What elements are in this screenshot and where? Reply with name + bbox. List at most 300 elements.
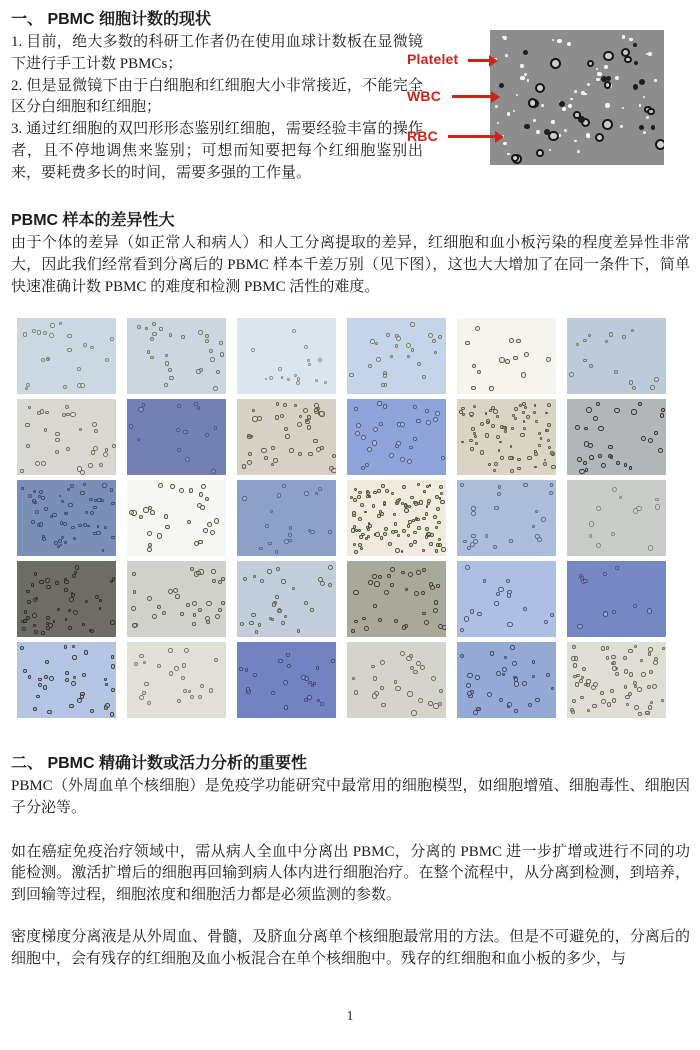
page-number: 1 xyxy=(346,1008,354,1023)
cell-dot xyxy=(390,355,393,358)
cell-dot xyxy=(655,498,659,502)
cell-dot xyxy=(137,325,141,329)
micrograph-image xyxy=(490,30,664,165)
platelet-dot xyxy=(524,73,527,76)
cell-dot xyxy=(489,409,492,412)
cell-dot xyxy=(203,528,208,533)
cell-dot xyxy=(71,681,76,686)
cell-dot xyxy=(33,501,36,504)
cell-dot xyxy=(308,363,312,367)
cell-dot xyxy=(522,681,527,686)
cell-dot xyxy=(499,698,503,702)
wbc-ring-dot xyxy=(587,60,594,67)
cell-dot xyxy=(289,526,292,529)
cell-dot xyxy=(407,459,412,464)
cell-dot xyxy=(396,336,401,341)
cell-dot xyxy=(104,526,107,529)
cell-dot xyxy=(660,413,665,418)
cell-dot xyxy=(653,660,658,665)
cell-dot xyxy=(28,675,31,678)
cell-dot xyxy=(591,685,596,690)
platelet-dot xyxy=(643,131,646,134)
section-sample-variability xyxy=(11,210,690,298)
sample-image-r3c2 xyxy=(127,480,226,556)
cell-dot xyxy=(157,533,162,538)
cell-dot xyxy=(37,411,41,415)
cell-dot xyxy=(606,656,609,659)
cell-dot xyxy=(615,566,619,570)
cell-dot xyxy=(50,515,53,518)
cell-dot xyxy=(405,588,409,592)
cell-dot xyxy=(44,675,48,679)
cell-dot xyxy=(307,359,310,362)
cell-dot xyxy=(219,341,222,344)
cell-dot xyxy=(162,611,166,615)
platelet-dot xyxy=(604,65,608,69)
cell-dot xyxy=(102,483,106,487)
cell-dot xyxy=(441,456,445,460)
cell-dot xyxy=(55,450,59,454)
cell-dot xyxy=(462,413,465,416)
cell-dot xyxy=(610,455,614,459)
cell-dot xyxy=(577,624,582,629)
cell-dot xyxy=(47,710,51,714)
cell-dot xyxy=(275,550,278,553)
cell-dot xyxy=(88,463,93,468)
cell-dot xyxy=(269,376,273,380)
sample-image-r3c3 xyxy=(237,480,336,556)
cell-dot xyxy=(638,712,642,716)
platelet-dot xyxy=(654,79,656,81)
cell-dot xyxy=(41,496,44,499)
cell-dot xyxy=(507,702,512,707)
cell-dot xyxy=(648,647,653,652)
cell-dot xyxy=(395,501,399,505)
cell-dot xyxy=(373,427,378,432)
cell-dot xyxy=(45,660,49,664)
cell-dot xyxy=(62,413,66,417)
platelet-dot xyxy=(629,38,633,42)
cell-dot xyxy=(138,407,143,412)
cell-dot xyxy=(368,364,372,368)
cell-dot xyxy=(100,499,103,502)
cell-dot xyxy=(35,461,40,466)
platelet-dot xyxy=(520,76,524,80)
cell-dot xyxy=(212,579,216,583)
cell-dot xyxy=(394,680,398,684)
cell-dot xyxy=(373,604,377,608)
cell-dot xyxy=(538,432,541,435)
cell-dot xyxy=(485,412,488,415)
cell-dot xyxy=(20,469,23,472)
cell-dot xyxy=(37,330,42,335)
cell-dot xyxy=(647,608,652,613)
cell-dot xyxy=(143,661,146,664)
cell-dot xyxy=(626,703,629,706)
cell-dot xyxy=(33,490,36,493)
cell-dot xyxy=(420,665,425,670)
cell-dot xyxy=(60,544,63,547)
cell-dot xyxy=(543,462,547,466)
cell-dot xyxy=(210,357,215,362)
cell-dot xyxy=(72,645,75,648)
cell-dot xyxy=(69,597,74,602)
cell-dot xyxy=(73,537,76,540)
cell-dot xyxy=(80,692,84,696)
cell-dot xyxy=(111,664,116,669)
cell-dot xyxy=(544,620,549,625)
cell-dot xyxy=(85,511,89,515)
cell-dot xyxy=(569,372,574,377)
cell-dot xyxy=(421,591,425,595)
cell-dot xyxy=(43,685,47,689)
cell-dot xyxy=(177,404,181,408)
cell-dot xyxy=(265,524,269,528)
cell-dot xyxy=(504,430,508,434)
cell-dot xyxy=(65,618,68,621)
cell-dot xyxy=(658,448,663,453)
cell-dot xyxy=(285,434,289,438)
cell-dot xyxy=(284,705,288,709)
cell-dot xyxy=(588,443,593,448)
cell-dot xyxy=(523,420,526,423)
cell-dot xyxy=(82,673,86,677)
cell-dot xyxy=(633,508,639,514)
cell-dot xyxy=(545,412,548,415)
cell-dot xyxy=(499,357,504,362)
cell-dot xyxy=(465,565,470,570)
platelet-dot xyxy=(574,90,577,93)
cell-dot xyxy=(379,422,383,426)
cell-dot xyxy=(152,614,157,619)
cell-dot xyxy=(328,583,332,587)
cell-dot xyxy=(486,421,489,424)
cell-dot xyxy=(289,448,294,453)
cell-dot xyxy=(55,581,59,585)
cell-dot xyxy=(353,525,357,529)
cell-dot xyxy=(213,386,218,391)
cell-dot xyxy=(402,529,406,533)
platelet-dot xyxy=(541,104,544,107)
platelet-dot xyxy=(620,125,623,128)
cell-dot xyxy=(144,682,149,687)
cell-dot xyxy=(304,345,308,349)
cell-dot xyxy=(169,333,173,337)
cell-dot xyxy=(72,574,76,578)
cell-dot xyxy=(589,521,595,527)
cell-dot xyxy=(631,329,634,332)
sample-image-r3c4 xyxy=(347,480,446,556)
sample-image-r4c6 xyxy=(567,561,666,637)
cell-dot xyxy=(471,506,476,511)
cell-dot xyxy=(157,605,161,609)
cell-dot xyxy=(239,667,243,671)
cell-dot xyxy=(459,410,463,414)
sample-image-r2c3 xyxy=(237,399,336,475)
cell-dot xyxy=(139,654,143,658)
cell-dot xyxy=(572,699,576,703)
cell-dot xyxy=(372,693,377,698)
cell-dot xyxy=(248,452,252,456)
wbc-label: WBC xyxy=(407,88,442,104)
cell-dot xyxy=(142,691,145,694)
cell-dot xyxy=(68,503,72,507)
cell-dot xyxy=(41,631,45,635)
platelet-dot xyxy=(597,72,601,76)
cell-dot xyxy=(310,530,315,535)
cell-dot xyxy=(523,607,527,611)
platelet-dot xyxy=(568,104,572,108)
section1-item-3: 3. 通过红细胞的双凹形形态鉴别红细胞，需要经验丰富的操作者，且不停地调焦来鉴别；可想而知要把每个红细胞鉴别出来，要耗费多长的时间，需要多强的工作量。 xyxy=(11,121,423,181)
sample-image-r2c5 xyxy=(457,399,556,475)
sample-image-r5c5 xyxy=(457,642,556,718)
cell-dot xyxy=(471,386,476,391)
cell-dot xyxy=(460,654,464,658)
cell-dot xyxy=(509,539,513,543)
cell-dot xyxy=(99,607,102,610)
cell-dot xyxy=(49,333,54,338)
cell-dot xyxy=(641,436,646,441)
cell-dot xyxy=(193,613,197,617)
cell-dot xyxy=(509,338,514,343)
cell-dot xyxy=(261,448,266,453)
cell-dot xyxy=(79,428,83,432)
cell-dot xyxy=(532,675,536,679)
cell-dot xyxy=(214,658,218,662)
cell-dot xyxy=(137,438,141,442)
cell-dot xyxy=(198,540,203,545)
cell-dot xyxy=(283,680,288,685)
cell-dot xyxy=(199,492,203,496)
cell-dot xyxy=(485,534,488,537)
platelet-dot xyxy=(605,103,609,107)
cell-dot xyxy=(89,498,93,502)
cell-dot xyxy=(598,454,602,458)
cell-dot xyxy=(381,703,386,708)
cell-dot xyxy=(410,322,415,327)
cell-dot xyxy=(407,355,410,358)
cell-dot xyxy=(278,659,282,663)
cell-dot xyxy=(422,549,425,552)
cell-dot xyxy=(387,574,391,578)
cell-dot xyxy=(214,426,218,430)
cell-dot xyxy=(514,417,517,420)
cell-dot xyxy=(409,446,413,450)
cell-dot xyxy=(546,673,550,677)
sample-image-r2c6 xyxy=(567,399,666,475)
cell-dot xyxy=(331,659,335,663)
cell-dot xyxy=(372,574,377,579)
cell-dot xyxy=(598,426,604,432)
cell-dot xyxy=(354,550,358,554)
cell-dot xyxy=(22,627,26,631)
cell-dot xyxy=(498,485,502,489)
sample-image-r2c2 xyxy=(127,399,226,475)
cell-dot xyxy=(361,435,366,440)
cell-dot xyxy=(175,594,179,598)
cell-dot xyxy=(190,567,194,571)
cell-dot xyxy=(367,447,372,452)
cell-dot xyxy=(410,496,414,500)
cell-dot xyxy=(583,359,587,363)
cell-dot xyxy=(64,541,67,544)
cell-dot xyxy=(438,538,441,541)
cell-dot xyxy=(283,403,287,407)
wbc-arrow-icon xyxy=(452,95,492,98)
cell-dot xyxy=(440,500,445,505)
cell-dot xyxy=(139,515,143,519)
cell-dot xyxy=(430,585,435,590)
rbc-dark-dot xyxy=(578,116,585,123)
rbc-dark-dot xyxy=(639,125,644,130)
rbc-dark-dot xyxy=(499,83,505,89)
cell-dot xyxy=(243,577,247,581)
cell-dot xyxy=(41,358,45,362)
cell-dot xyxy=(502,673,505,676)
cell-dot xyxy=(575,425,580,430)
cell-dot xyxy=(183,430,188,435)
cell-dot xyxy=(422,612,426,616)
cell-dot xyxy=(66,447,70,451)
cell-dot xyxy=(28,494,32,498)
cell-dot xyxy=(471,427,475,431)
cell-dot xyxy=(196,571,200,575)
cell-dot xyxy=(596,506,601,511)
cell-dot xyxy=(245,668,249,672)
cell-dot xyxy=(46,585,51,590)
cell-dot xyxy=(164,383,168,387)
cell-dot xyxy=(247,434,251,438)
cell-dot xyxy=(84,650,89,655)
cell-dot xyxy=(23,669,27,673)
platelet-dot xyxy=(557,39,561,43)
cell-dot xyxy=(650,385,655,390)
cell-dot xyxy=(460,628,464,632)
cell-dot xyxy=(284,427,288,431)
cell-dot xyxy=(523,427,526,430)
cell-dot xyxy=(394,530,398,534)
cell-dot xyxy=(50,323,54,327)
wbc-ring-dot xyxy=(603,51,614,62)
cell-dot xyxy=(583,579,587,583)
cell-dot xyxy=(90,709,94,713)
cell-dot xyxy=(260,579,264,583)
cell-dot xyxy=(281,621,285,625)
platelet-label: Platelet xyxy=(407,51,459,67)
sample-image-r2c4 xyxy=(347,399,446,475)
cell-dot xyxy=(577,457,582,462)
cell-dot xyxy=(311,684,314,687)
pbmc-sample-grid xyxy=(17,318,666,718)
cell-dot xyxy=(510,445,513,448)
wbc-ring-dot xyxy=(536,149,544,157)
cell-dot xyxy=(45,411,48,414)
cell-dot xyxy=(473,539,478,544)
cell-dot xyxy=(277,493,281,497)
cell-dot xyxy=(111,536,114,539)
cell-dot xyxy=(493,409,498,414)
cell-dot xyxy=(103,452,108,457)
cell-dot xyxy=(466,683,471,688)
cell-dot xyxy=(198,695,203,700)
cell-dot xyxy=(36,695,40,699)
cell-dot xyxy=(571,710,575,714)
cell-dot xyxy=(360,503,364,507)
cell-dot xyxy=(583,461,587,465)
wbc-ring-dot xyxy=(535,83,545,93)
cell-dot xyxy=(400,422,405,427)
cell-dot xyxy=(439,689,444,694)
cell-dot xyxy=(164,514,169,519)
cell-dot xyxy=(426,420,431,425)
cell-dot xyxy=(465,341,470,346)
cell-dot xyxy=(287,378,290,381)
cell-dot xyxy=(512,661,517,666)
cell-dot xyxy=(373,491,376,494)
platelet-dot xyxy=(552,39,554,41)
cell-dot xyxy=(102,549,105,552)
cell-dot xyxy=(200,684,204,688)
platelet-dot xyxy=(505,54,508,57)
cell-dot xyxy=(318,358,322,362)
cell-dot xyxy=(526,415,530,419)
cell-dot xyxy=(258,623,261,626)
cell-dot xyxy=(535,420,538,423)
cell-dot xyxy=(354,488,357,491)
cell-dot xyxy=(550,613,554,617)
rbc-dark-dot xyxy=(559,101,566,108)
cell-dot xyxy=(43,331,48,336)
cell-dot xyxy=(416,570,421,575)
cell-dot xyxy=(207,522,212,527)
cell-dot xyxy=(393,513,396,516)
sample-image-r1c2 xyxy=(127,318,226,394)
cell-dot xyxy=(310,608,314,612)
cell-dot xyxy=(603,611,609,617)
sample-image-r4c4 xyxy=(347,561,446,637)
cell-dot xyxy=(524,352,529,357)
cell-dot xyxy=(276,402,280,406)
cell-dot xyxy=(284,539,289,544)
rbc-dark-dot xyxy=(523,50,528,55)
cell-dot xyxy=(612,666,617,671)
cell-dot xyxy=(624,685,628,689)
platelet-dot xyxy=(551,120,555,124)
cell-dot xyxy=(496,435,500,439)
cell-dot xyxy=(211,569,216,574)
cell-dot xyxy=(467,673,472,678)
cell-dot xyxy=(187,520,191,524)
cell-dot xyxy=(395,686,400,691)
cell-dot xyxy=(438,335,442,339)
sample-image-r3c6 xyxy=(567,480,666,556)
cell-dot xyxy=(318,577,323,582)
cell-dot xyxy=(469,439,473,443)
cell-dot xyxy=(284,615,287,618)
cell-dot xyxy=(354,620,358,624)
cell-dot xyxy=(362,617,366,621)
cell-dot xyxy=(221,601,225,605)
section3-paragraph-2: 如在癌症免疫治疗领域中，需从病人全血中分离出 PBMC，分离的 PBMC 进一步扩增或进行不同的功能检测。激活扩增后的细胞再回输到病人体内进行细胞治疗。在整个流程中，从分离到检测，到培养，到回输等过程，细胞浓度和细胞活力都是必须监测的参数。 xyxy=(11,843,690,904)
cell-dot xyxy=(414,501,419,506)
cell-dot xyxy=(59,322,63,326)
cell-dot xyxy=(648,652,652,656)
platelet-dot xyxy=(513,110,515,112)
cell-dot xyxy=(132,623,137,628)
cell-dot xyxy=(307,425,311,429)
cell-dot xyxy=(532,660,535,663)
cell-dot xyxy=(470,415,473,418)
